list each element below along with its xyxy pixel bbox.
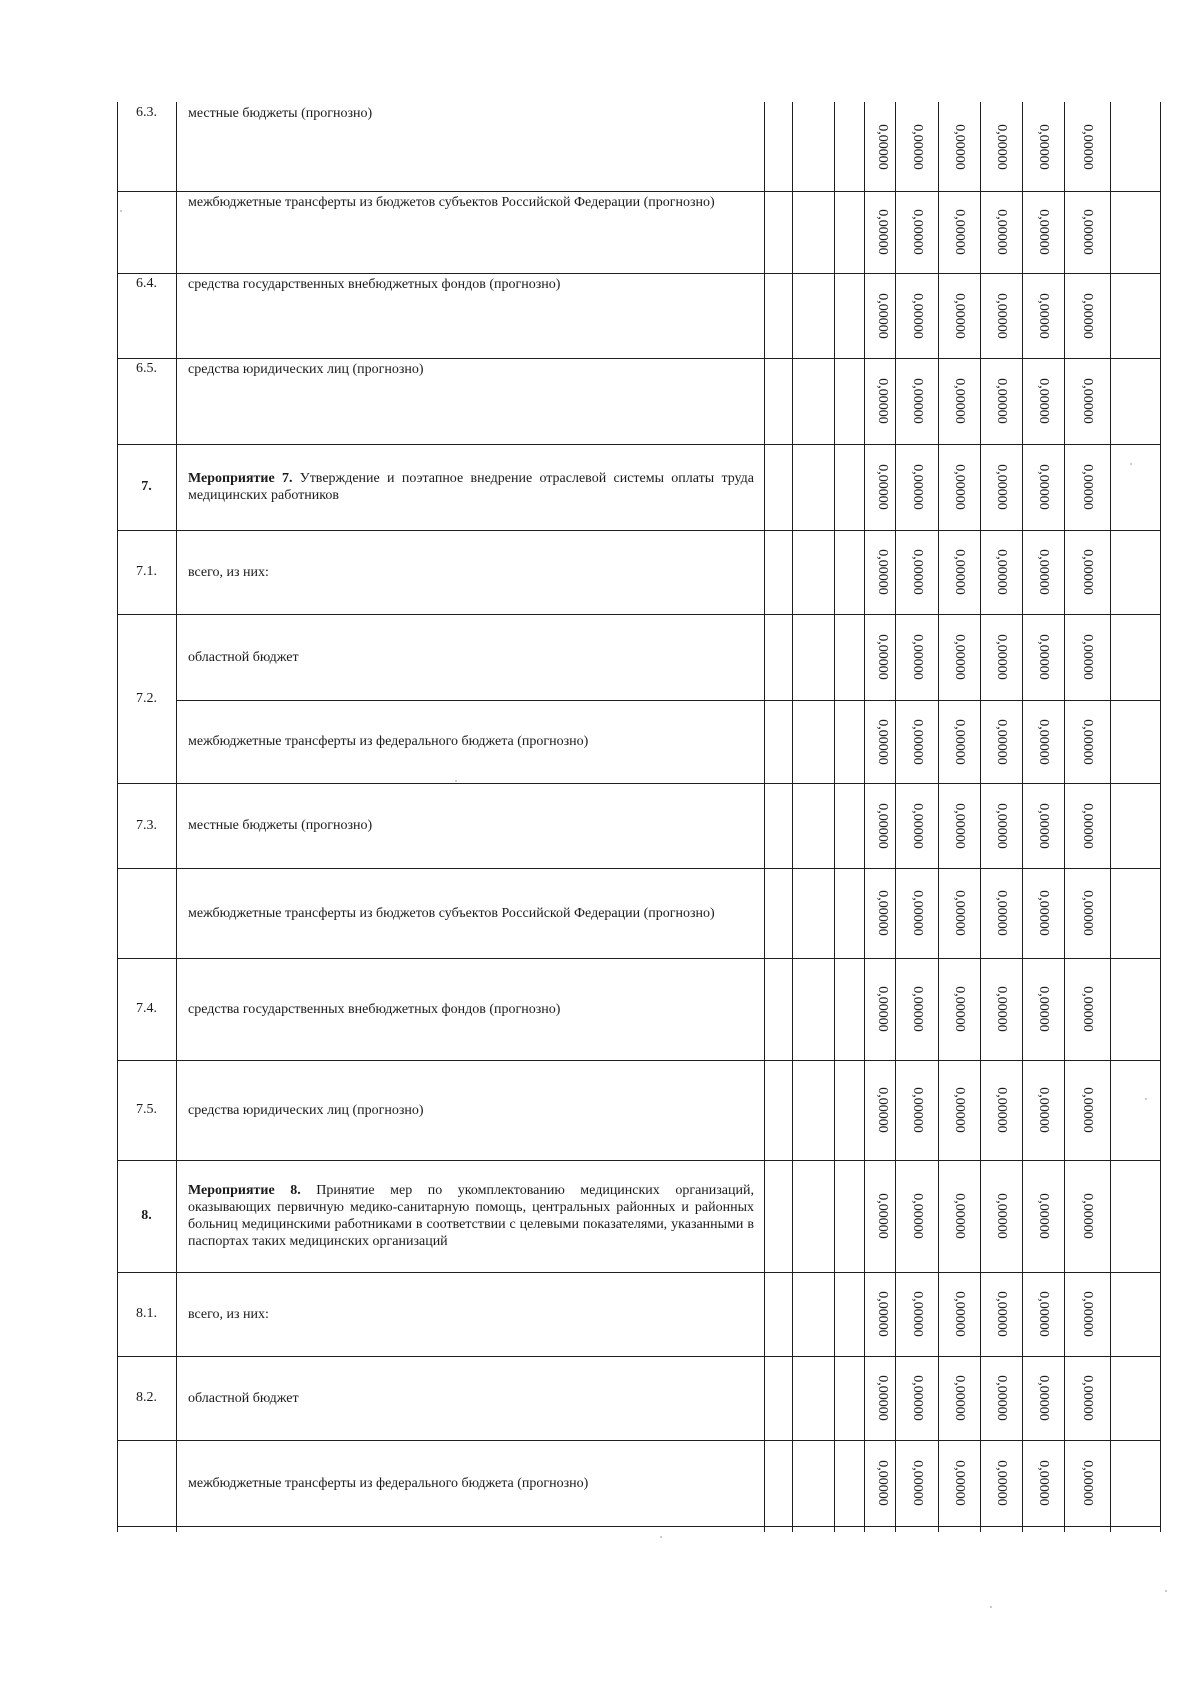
row-label: местные бюджеты (прогнозно) xyxy=(188,818,373,833)
row-description-text xyxy=(188,1102,754,1119)
column-divider xyxy=(176,102,177,1532)
amount-cell xyxy=(980,273,1022,358)
amount-cell xyxy=(1022,868,1064,958)
scan-speck xyxy=(1165,1590,1167,1592)
amount-cell xyxy=(895,783,938,868)
amount-value: 0,00000 xyxy=(952,464,967,510)
row-divider xyxy=(117,1272,1160,1273)
row-description-text xyxy=(188,105,754,122)
amount-value: 0,00000 xyxy=(1080,1193,1095,1239)
amount-cell xyxy=(1064,530,1110,614)
amount-value: 0,00000 xyxy=(875,1087,890,1133)
amount-cell xyxy=(980,1440,1022,1526)
row-description-text xyxy=(188,817,754,834)
scan-speck xyxy=(660,1536,662,1538)
scan-speck xyxy=(455,780,457,782)
amount-cell xyxy=(895,1440,938,1526)
amount-cell xyxy=(1022,958,1064,1060)
amount-value: 0,00000 xyxy=(909,634,925,680)
amount-cell xyxy=(1064,1356,1110,1440)
amount-value: 0,00000 xyxy=(1080,549,1095,595)
row-description-text xyxy=(188,1182,754,1250)
amount-cell xyxy=(1022,444,1064,530)
row-divider xyxy=(117,958,1160,959)
amount-value: 0,00000 xyxy=(1036,1291,1051,1337)
row-description xyxy=(176,102,764,191)
row-description-text xyxy=(188,276,754,293)
row-description xyxy=(176,1160,764,1272)
amount-value: 0,00000 xyxy=(909,986,925,1032)
column-divider xyxy=(1022,102,1023,1532)
column-divider xyxy=(864,102,865,1532)
row-description xyxy=(176,530,764,614)
row-label: межбюджетные трансферты из бюджетов субъектов Российской Федерации (прогнозно) xyxy=(188,905,715,921)
row-label: средства юридических лиц (прогнозно) xyxy=(188,1102,424,1118)
row-description-text xyxy=(188,1001,754,1018)
row-label: всего, из них: xyxy=(188,1306,269,1322)
amount-cell xyxy=(938,1272,980,1356)
amount-cell xyxy=(938,273,980,358)
amount-cell xyxy=(1022,1440,1064,1526)
amount-cell xyxy=(869,444,895,530)
row-label: средства государственных внебюджетных фондов (прогнозно) xyxy=(188,1001,561,1017)
amount-value: 0,00000 xyxy=(1036,464,1051,510)
row-number: 7.2. xyxy=(136,690,157,706)
amount-value: 0,00000 xyxy=(1080,378,1095,424)
amount-cell xyxy=(869,102,895,191)
amount-cell xyxy=(1022,1160,1064,1272)
row-label: межбюджетные трансферты из бюджетов субъектов Российской Федерации (прогнозно) xyxy=(188,195,715,210)
amount-value: 0,00000 xyxy=(994,634,1009,680)
amount-cell xyxy=(980,1060,1022,1160)
amount-cell xyxy=(895,273,938,358)
column-divider xyxy=(980,102,981,1532)
table-bottom-border xyxy=(117,1526,1160,1527)
column-divider xyxy=(1110,102,1111,1532)
amount-cell xyxy=(938,191,980,273)
amount-cell xyxy=(980,1160,1022,1272)
amount-cell xyxy=(869,191,895,273)
row-number: 8.1. xyxy=(136,1306,157,1321)
amount-cell xyxy=(1064,783,1110,868)
amount-value: 0,00000 xyxy=(909,1291,925,1337)
row-description xyxy=(176,1272,764,1356)
row-description xyxy=(176,1060,764,1160)
row-description-text xyxy=(188,1390,754,1407)
amount-cell xyxy=(1022,530,1064,614)
amount-cell xyxy=(895,1060,938,1160)
amount-value: 0,00000 xyxy=(952,986,967,1032)
amount-value: 0,00000 xyxy=(875,1460,890,1506)
amount-value: 0,00000 xyxy=(1036,718,1051,765)
row-divider xyxy=(117,783,1160,784)
scan-speck xyxy=(990,1606,992,1608)
amount-value: 0,00000 xyxy=(875,378,890,424)
column-divider xyxy=(1064,102,1065,1532)
row-divider xyxy=(117,273,1160,274)
amount-cell xyxy=(1022,273,1064,358)
amount-value: 0,00000 xyxy=(1036,1193,1051,1239)
row-number: 7.3. xyxy=(136,817,157,833)
row-label: местные бюджеты (прогнозно) xyxy=(188,106,373,121)
amount-cell xyxy=(980,700,1022,783)
amount-cell xyxy=(895,614,938,700)
amount-value: 0,00000 xyxy=(994,890,1009,936)
amount-value: 0,00000 xyxy=(1080,1375,1095,1421)
amount-cell xyxy=(895,868,938,958)
row-divider xyxy=(117,614,1160,615)
row-label: средства государственных внебюджетных фондов (прогнозно) xyxy=(188,277,561,292)
row-description xyxy=(176,273,764,358)
row-label: областной бюджет xyxy=(188,649,299,665)
amount-value: 0,00000 xyxy=(952,209,967,255)
amount-cell xyxy=(1064,700,1110,783)
amount-cell xyxy=(980,530,1022,614)
row-description xyxy=(176,958,764,1060)
amount-cell xyxy=(869,868,895,958)
amount-cell xyxy=(980,614,1022,700)
row-number: 6.5. xyxy=(136,361,157,376)
amount-cell xyxy=(895,358,938,444)
amount-cell xyxy=(1022,614,1064,700)
amount-cell xyxy=(1064,868,1110,958)
amount-cell xyxy=(869,700,895,783)
column-divider xyxy=(792,102,793,1532)
amount-value: 0,00000 xyxy=(1036,378,1051,424)
amount-value: 0,00000 xyxy=(909,1087,925,1133)
amount-cell xyxy=(869,1060,895,1160)
column-divider xyxy=(938,102,939,1532)
row-description-text xyxy=(188,564,754,581)
amount-cell xyxy=(869,1356,895,1440)
amount-value: 0,00000 xyxy=(994,986,1009,1032)
amount-value: 0,00000 xyxy=(994,464,1009,510)
row-description-text xyxy=(188,733,754,750)
row-description-text xyxy=(188,1475,754,1492)
column-divider xyxy=(1160,102,1161,1532)
column-divider xyxy=(834,102,835,1532)
row-divider xyxy=(117,1440,1160,1441)
row-divider xyxy=(117,1060,1160,1061)
row-description xyxy=(176,614,764,700)
amount-value: 0,00000 xyxy=(875,718,890,765)
amount-value: 0,00000 xyxy=(994,549,1009,595)
amount-value: 0,00000 xyxy=(909,378,925,424)
amount-value: 0,00000 xyxy=(994,1087,1009,1133)
amount-value: 0,00000 xyxy=(875,1291,890,1337)
amount-cell xyxy=(938,783,980,868)
row-label: межбюджетные трансферты из федерального бюджета (прогнозно) xyxy=(188,734,589,749)
amount-value: 0,00000 xyxy=(1036,986,1051,1032)
row-number: 7.1. xyxy=(136,564,157,579)
amount-value: 0,00000 xyxy=(994,1193,1009,1239)
row-number: 8. xyxy=(141,1208,152,1223)
amount-value: 0,00000 xyxy=(1036,123,1051,170)
amount-value: 0,00000 xyxy=(1080,634,1095,680)
amount-value: 0,00000 xyxy=(1036,890,1051,936)
row-number: 6.4. xyxy=(136,276,157,291)
amount-cell xyxy=(980,868,1022,958)
row-divider xyxy=(117,868,1160,869)
amount-value: 0,00000 xyxy=(1036,802,1051,849)
amount-value: 0,00000 xyxy=(1080,986,1095,1032)
amount-cell xyxy=(1022,783,1064,868)
amount-cell xyxy=(980,783,1022,868)
amount-cell xyxy=(1064,102,1110,191)
amount-cell xyxy=(895,530,938,614)
row-label: средства юридических лиц (прогнозно) xyxy=(188,362,424,377)
row-label: Утверждение и поэтапное внедрение отраслевой системы оплаты труда медицинских работников xyxy=(188,471,755,503)
row-divider xyxy=(176,700,1160,701)
amount-value: 0,00000 xyxy=(909,890,925,936)
amount-cell xyxy=(938,1356,980,1440)
amount-value: 0,00000 xyxy=(1080,1460,1095,1506)
row-number: 7. xyxy=(141,479,152,494)
amount-value: 0,00000 xyxy=(952,718,967,765)
amount-value: 0,00000 xyxy=(875,292,890,339)
amount-value: 0,00000 xyxy=(1080,123,1095,170)
amount-cell xyxy=(895,1272,938,1356)
amount-cell xyxy=(938,1060,980,1160)
amount-value: 0,00000 xyxy=(1036,634,1051,680)
amount-cell xyxy=(869,1272,895,1356)
column-divider xyxy=(117,102,118,1532)
amount-cell xyxy=(1022,358,1064,444)
amount-cell xyxy=(938,868,980,958)
amount-value: 0,00000 xyxy=(994,292,1009,339)
amount-value: 0,00000 xyxy=(952,890,967,936)
amount-cell xyxy=(869,358,895,444)
amount-cell xyxy=(895,102,938,191)
amount-cell xyxy=(1022,1060,1064,1160)
row-number: 7.5. xyxy=(136,1102,157,1117)
amount-value: 0,00000 xyxy=(994,718,1009,765)
scan-speck xyxy=(120,210,122,212)
amount-cell xyxy=(895,444,938,530)
amount-value: 0,00000 xyxy=(952,1460,967,1506)
row-divider xyxy=(117,358,1160,359)
amount-value: 0,00000 xyxy=(875,549,890,595)
row-description xyxy=(176,358,764,444)
row-label: областной бюджет xyxy=(188,1390,299,1406)
amount-cell xyxy=(938,530,980,614)
amount-value: 0,00000 xyxy=(952,1087,967,1133)
amount-cell xyxy=(1022,1272,1064,1356)
amount-cell xyxy=(1064,1060,1110,1160)
amount-value: 0,00000 xyxy=(1036,292,1051,339)
amount-cell xyxy=(980,102,1022,191)
amount-cell xyxy=(1022,102,1064,191)
amount-cell xyxy=(980,958,1022,1060)
row-description xyxy=(176,1356,764,1440)
amount-cell xyxy=(869,530,895,614)
scan-speck xyxy=(1145,1098,1147,1100)
amount-cell xyxy=(1064,1272,1110,1356)
amount-cell xyxy=(980,358,1022,444)
row-description xyxy=(176,868,764,958)
row-description-text xyxy=(188,194,754,211)
amount-value: 0,00000 xyxy=(952,634,967,680)
amount-cell xyxy=(1064,958,1110,1060)
amount-cell xyxy=(980,1356,1022,1440)
row-description-text xyxy=(188,1306,754,1323)
row-divider xyxy=(117,1160,1160,1161)
amount-cell xyxy=(895,700,938,783)
row-description-text xyxy=(188,470,754,504)
amount-value: 0,00000 xyxy=(952,1193,967,1239)
amount-value: 0,00000 xyxy=(909,464,925,510)
row-label: всего, из них: xyxy=(188,564,269,580)
column-divider xyxy=(895,102,896,1532)
amount-cell xyxy=(938,700,980,783)
amount-value: 0,00000 xyxy=(875,634,890,680)
amount-value: 0,00000 xyxy=(1080,718,1095,765)
amount-value: 0,00000 xyxy=(952,1291,967,1337)
amount-value: 0,00000 xyxy=(994,378,1009,424)
amount-value: 0,00000 xyxy=(1080,464,1095,510)
amount-cell xyxy=(895,191,938,273)
amount-cell xyxy=(869,273,895,358)
amount-cell xyxy=(980,191,1022,273)
amount-value: 0,00000 xyxy=(952,292,967,339)
amount-cell xyxy=(1064,191,1110,273)
amount-value: 0,00000 xyxy=(1036,1375,1051,1421)
amount-cell xyxy=(1022,191,1064,273)
amount-value: 0,00000 xyxy=(1080,802,1095,849)
amount-cell xyxy=(869,1440,895,1526)
amount-value: 0,00000 xyxy=(952,1375,967,1421)
row-description-text xyxy=(188,361,754,378)
amount-cell xyxy=(938,1440,980,1526)
row-description xyxy=(176,1440,764,1526)
amount-value: 0,00000 xyxy=(994,1291,1009,1337)
amount-cell xyxy=(1022,1356,1064,1440)
amount-cell xyxy=(938,102,980,191)
row-divider xyxy=(117,530,1160,531)
amount-cell xyxy=(1064,1160,1110,1272)
amount-value: 0,00000 xyxy=(875,123,890,170)
amount-value: 0,00000 xyxy=(875,802,890,849)
amount-value: 0,00000 xyxy=(994,123,1009,170)
amount-value: 0,00000 xyxy=(952,123,967,170)
row-number xyxy=(117,868,176,958)
amount-cell xyxy=(938,358,980,444)
amount-cell xyxy=(869,958,895,1060)
amount-value: 0,00000 xyxy=(909,802,925,849)
row-number xyxy=(117,191,176,273)
column-divider xyxy=(764,102,765,1532)
activity-title: Мероприятие 7. xyxy=(188,471,293,486)
amount-cell xyxy=(895,1356,938,1440)
row-description xyxy=(176,783,764,868)
amount-value: 0,00000 xyxy=(875,986,890,1032)
amount-cell xyxy=(1064,444,1110,530)
amount-value: 0,00000 xyxy=(1080,292,1095,339)
amount-cell xyxy=(1064,358,1110,444)
amount-cell xyxy=(1022,700,1064,783)
row-number: 8.2. xyxy=(136,1390,157,1405)
amount-cell xyxy=(938,444,980,530)
amount-cell xyxy=(895,1160,938,1272)
amount-cell xyxy=(1064,1440,1110,1526)
amount-value: 0,00000 xyxy=(1080,1291,1095,1337)
amount-value: 0,00000 xyxy=(1080,890,1095,936)
amount-cell xyxy=(938,958,980,1060)
amount-value: 0,00000 xyxy=(909,1460,925,1506)
amount-value: 0,00000 xyxy=(909,718,925,765)
row-description xyxy=(176,444,764,530)
row-description xyxy=(176,700,764,783)
amount-cell xyxy=(938,1160,980,1272)
row-number: 6.3. xyxy=(136,105,157,120)
amount-value: 0,00000 xyxy=(994,802,1009,849)
amount-value: 0,00000 xyxy=(994,209,1009,255)
row-number: 7.4. xyxy=(136,1001,157,1016)
amount-value: 0,00000 xyxy=(875,890,890,936)
amount-cell xyxy=(980,444,1022,530)
amount-value: 0,00000 xyxy=(1080,209,1095,255)
amount-value: 0,00000 xyxy=(952,802,967,849)
row-label: Принятие мер по укомплектованию медицинских организаций, оказывающих первичную медико-санитарную помощь, центральных районных и районных больниц медицинскими работниками в соответствии с целевыми показателями, указанными в паспортах таких медицинских организаций xyxy=(188,1183,754,1249)
row-divider xyxy=(117,191,1160,192)
amount-cell xyxy=(980,1272,1022,1356)
row-description-text xyxy=(188,905,754,922)
amount-value: 0,00000 xyxy=(875,209,890,255)
amount-cell xyxy=(895,958,938,1060)
row-divider xyxy=(117,1356,1160,1357)
amount-value: 0,00000 xyxy=(909,1193,925,1239)
amount-value: 0,00000 xyxy=(952,549,967,595)
amount-value: 0,00000 xyxy=(909,1375,925,1421)
row-label: межбюджетные трансферты из федерального бюджета (прогнозно) xyxy=(188,1475,589,1491)
scan-speck xyxy=(1130,463,1132,465)
amount-value: 0,00000 xyxy=(909,209,925,255)
row-description-text xyxy=(188,649,754,666)
amount-value: 0,00000 xyxy=(952,378,967,424)
amount-value: 0,00000 xyxy=(875,464,890,510)
amount-cell xyxy=(1064,614,1110,700)
amount-cell xyxy=(869,783,895,868)
amount-value: 0,00000 xyxy=(994,1460,1009,1506)
amount-cell xyxy=(869,614,895,700)
amount-value: 0,00000 xyxy=(1036,1460,1051,1506)
row-divider xyxy=(117,444,1160,445)
row-number xyxy=(117,1440,176,1526)
activity-title: Мероприятие 8. xyxy=(188,1183,301,1198)
amount-value: 0,00000 xyxy=(909,292,925,339)
amount-value: 0,00000 xyxy=(1036,1087,1051,1133)
amount-cell xyxy=(869,1160,895,1272)
amount-value: 0,00000 xyxy=(1036,209,1051,255)
amount-value: 0,00000 xyxy=(994,1375,1009,1421)
amount-value: 0,00000 xyxy=(875,1375,890,1421)
amount-value: 0,00000 xyxy=(909,123,925,170)
row-description xyxy=(176,191,764,273)
amount-value: 0,00000 xyxy=(875,1193,890,1239)
amount-value: 0,00000 xyxy=(909,549,925,595)
amount-cell xyxy=(1064,273,1110,358)
amount-value: 0,00000 xyxy=(1080,1087,1095,1133)
amount-value: 0,00000 xyxy=(1036,549,1051,595)
amount-cell xyxy=(938,614,980,700)
